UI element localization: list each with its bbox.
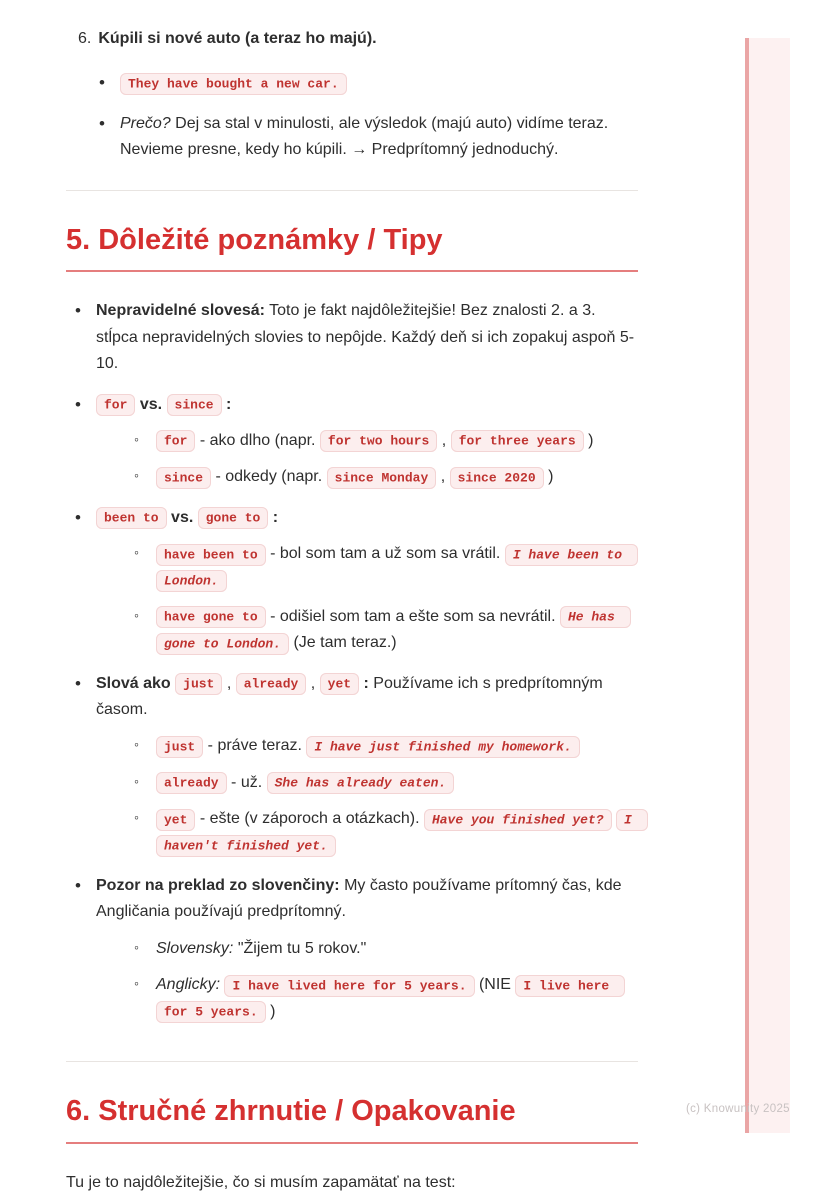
section-divider [66, 190, 638, 191]
text-segment: Kúpili si nové auto (a teraz ho majú). [98, 30, 377, 47]
list-item-text [156, 810, 648, 853]
text-segment: ) [265, 1002, 276, 1020]
text-segment: My často používame prítomný čas, kde Angličania používajú predprítomný. [96, 877, 622, 921]
text-segment: - odišiel som tam a ešte som sa nevrátil. [265, 607, 560, 625]
text-segment: Pozor na preklad zo slovenčiny: [96, 877, 340, 894]
code-chip: yet [156, 809, 195, 831]
code-chip: for [156, 430, 195, 452]
text-segment: , [436, 468, 450, 486]
sub-list-item [124, 936, 638, 962]
text-segment: : [268, 508, 279, 526]
list-item-text [96, 877, 622, 920]
code-chip: for three years [451, 430, 584, 452]
list-item-text [120, 115, 608, 158]
list-item [66, 392, 638, 491]
text-segment: - bol som tam a už som sa vrátil. [265, 545, 505, 563]
text-segment: - ako dlho (napr. [195, 431, 320, 449]
code-chip: gone to [198, 507, 269, 529]
text-segment: Anglicky: [156, 976, 221, 994]
list-item [66, 873, 638, 1025]
code-chip: already [156, 772, 227, 794]
text-segment: (NIE [474, 976, 516, 994]
code-chip: have been to [156, 544, 266, 566]
sub-list-item [124, 972, 638, 1025]
list-item-text [96, 675, 603, 718]
list-item-text [120, 74, 347, 91]
section-5-list [66, 298, 638, 1025]
text-segment: - práve teraz. [203, 737, 307, 755]
code-chip: I have lived here for 5 years. [224, 975, 474, 997]
text-segment: ) [583, 431, 594, 449]
code-chip: He has gone to London. [156, 606, 631, 654]
section-6-intro: Tu je to najdôležitejšie, čo si musím zapamätať na test: [66, 1173, 456, 1191]
next-page-edge-fill [749, 38, 790, 1133]
code-chip: I have just finished my homework. [306, 736, 579, 758]
text-segment: Používame ich s predprítomným časom. [96, 674, 603, 719]
list-item [66, 671, 638, 859]
code-chip: yet [320, 673, 359, 695]
code-chip: since Monday [327, 467, 437, 489]
list-item-text [156, 432, 594, 449]
text-segment: vs. [135, 395, 167, 413]
code-chip: since [156, 467, 211, 489]
text-segment: Nepravidelné slovesá: [96, 302, 265, 320]
code-chip: for two hours [320, 430, 437, 452]
item-6-title [98, 30, 376, 47]
sub-list-item [124, 541, 638, 594]
text-segment: Dej sa stal v minulosti, ale výsledok (majú auto) vidíme teraz. Nevieme presne, kedy ho kúpili. → Predprítomný jednoduchý. [120, 114, 609, 159]
list-item-text [96, 509, 278, 526]
watermark: (c) Knowunity 2025 [686, 1103, 790, 1115]
text-segment: - už. [226, 773, 267, 791]
list-item-text [156, 976, 625, 1019]
code-chip: Have you finished yet? [424, 809, 612, 831]
text-segment: vs. [166, 508, 198, 526]
text-segment: Prečo? [120, 114, 171, 132]
code-chip: since 2020 [450, 467, 544, 489]
text-segment: ) [543, 468, 554, 486]
sub-list-item [124, 464, 638, 490]
text-segment: - ešte (v záporoch a otázkach). [195, 810, 424, 828]
list-item [90, 70, 638, 96]
list-item-text [156, 545, 638, 588]
code-chip: I live here for 5 years. [156, 975, 625, 1023]
code-chip: I have been to London. [156, 544, 638, 592]
sub-list [124, 541, 638, 657]
section-5-heading: 5. Dôležité poznámky / Tipy [66, 223, 638, 273]
code-chip: have gone to [156, 606, 266, 628]
list-item [66, 505, 638, 657]
section-6-heading: 6. Stručné zhrnutie / Opakovanie [66, 1094, 638, 1144]
sub-list-item [124, 770, 638, 796]
text-segment: "Žijem tu 5 rokov." [233, 939, 367, 957]
list-item-text [156, 468, 553, 485]
text-segment: : [221, 395, 232, 413]
text-segment: Slová ako [96, 674, 176, 692]
list-item-text [156, 737, 580, 754]
numbered-item-6 [66, 26, 638, 52]
sub-list-item [124, 733, 638, 759]
section-divider [66, 1061, 638, 1062]
sub-list [124, 936, 638, 1025]
sub-list-item [124, 604, 638, 657]
text-segment: - odkedy (napr. [211, 468, 327, 486]
sub-list-item [124, 806, 638, 859]
code-chip: for [96, 394, 135, 416]
item-6-bullet-list [90, 70, 638, 163]
sub-list [124, 733, 638, 859]
list-item-text [156, 608, 631, 651]
text-segment: , [437, 431, 451, 449]
sub-list [124, 428, 638, 491]
list-item [66, 298, 638, 377]
code-chip: just [175, 673, 222, 695]
text-segment: : [359, 674, 369, 692]
code-chip: She has already eaten. [267, 772, 455, 794]
text-segment: , [222, 674, 236, 692]
list-item-text [96, 396, 231, 413]
code-chip: already [236, 673, 307, 695]
code-chip: since [167, 394, 222, 416]
list-item [90, 111, 638, 164]
code-chip: been to [96, 507, 167, 529]
item-number: 6. [78, 30, 92, 47]
code-chip: just [156, 736, 203, 758]
text-segment: (Je tam teraz.) [289, 634, 397, 652]
sub-list-item [124, 428, 638, 454]
list-item-text [156, 774, 454, 791]
list-item-text [156, 940, 366, 957]
code-chip: I haven't finished yet. [156, 809, 648, 857]
text-segment: Toto je fakt najdôležitejšie! Bez znalosti 2. a 3. stĺpca nepravidelných slovies to nepôjde. Každý deň si ich zopakuj aspoň 5-10. [96, 302, 635, 373]
text-segment: Slovensky: [156, 939, 234, 957]
text-segment: , [306, 674, 320, 692]
list-item-text [96, 302, 634, 372]
code-chip: They have bought a new car. [120, 73, 347, 95]
document-content [66, 26, 638, 1196]
